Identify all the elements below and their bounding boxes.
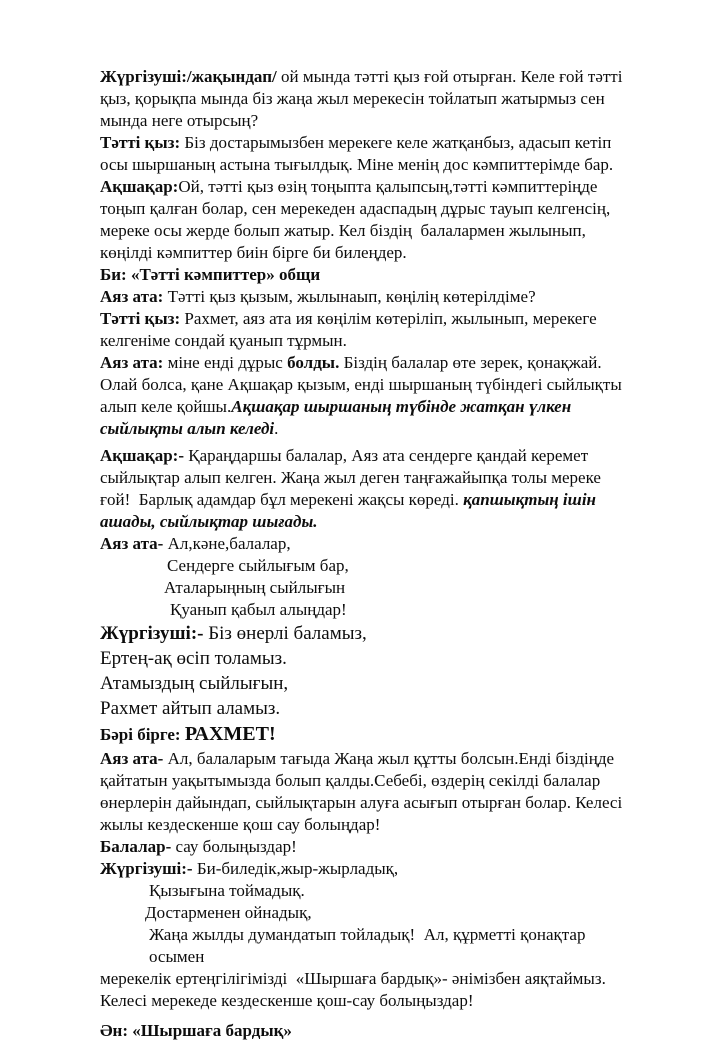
text-run: Аяз ата-: [100, 534, 164, 553]
text-run: Би-биледік,жыр-жырладық,: [192, 859, 399, 878]
text-run: Ән: «Шыршаға бардық»: [100, 1021, 292, 1040]
text-run: Ал, балаларым тағыда Жаңа жыл құтты болсын.Енді біздіңде қайтатын уақытымызда болып қалды.Себебі, өздерің секілді балалар өнерлерін дайындап, сыйлықтарын алуға асығып отырған болар. Келесі жылы кездескенше қош сау болыңдар!: [100, 749, 627, 834]
text-run: міне енді дұрыс: [163, 353, 288, 372]
paragraph-8: [100, 445, 632, 533]
paragraph-11: [100, 723, 632, 746]
paragraph-3: [100, 176, 632, 264]
text-run: Біз өнерлі баламыз,: [203, 623, 367, 644]
text-run: Ақшақар шыршаның түбінде жатқан үлкен сыйлықты алып келеді: [100, 397, 576, 438]
text-run: Ертең-ақ өсіп толамыз.: [100, 648, 287, 669]
text-run: Жүргізуші:/жақындап/: [100, 67, 277, 86]
text-run: сау болыңыздар!: [171, 837, 297, 856]
text-run: Тәтті қыз:: [100, 309, 181, 328]
text-run: ой мында тәтті қыз ғой отырған. Келе ғой тәтті қыз, қорықпа мында біз жаңа жыл мерекесін тойлатып жатырмыз сен мында неге отырсың?: [100, 67, 627, 130]
line: [100, 577, 632, 599]
paragraph-6: [100, 308, 632, 352]
text-run: Жүргізуші:-: [100, 623, 204, 644]
text-run: Балалар-: [100, 837, 172, 856]
text-run: Аяз ата:: [100, 287, 164, 306]
text-run: .: [274, 419, 279, 438]
text-run: мерекелік ертеңгілігімізді «Шыршаға бардық»- әнімізбен аяқтаймыз.: [100, 969, 606, 988]
paragraph-15: [100, 1020, 632, 1042]
text-run: болды.: [287, 353, 340, 372]
line: [100, 646, 632, 671]
paragraph-2: [100, 132, 632, 176]
text-run: Қызығына тоймадық.: [149, 881, 305, 900]
text-run: Ой, тәтті қыз өзің тоңыпта қалыпсың,тәтті кәмпиттеріңде тоңып қалған болар, сен мерекеден адаспадың дұрыс тауып келгенсің, мереке осы жерде болып жатыр. Кел біздің балалармен жылынып, көңілді кәмпиттер биін бірге би билеңдер.: [100, 177, 615, 262]
text-run: Рахмет айтып аламыз.: [100, 698, 281, 719]
text-run: РАХМЕТ!: [184, 723, 276, 745]
line: [100, 696, 632, 721]
line: [100, 599, 632, 621]
text-run: қапшықтың ішін ашады, сыйлықтар шығады.: [100, 490, 601, 531]
line: [100, 924, 632, 968]
paragraph-14: [100, 858, 632, 1012]
text-run: Ақшақар:-: [100, 446, 184, 465]
text-run: Атамыздың сыйлығын,: [100, 673, 289, 694]
line: [100, 858, 632, 880]
paragraph-1: [100, 66, 632, 132]
text-run: Келесі мерекеде кездескенше қош-сау болыңыздар!: [100, 991, 474, 1010]
text-run: Ал,кәне,балалар,: [163, 534, 291, 553]
paragraph-10: [100, 621, 632, 721]
text-run: Аяз ата-: [100, 749, 164, 768]
text-run: Жүргізуші:-: [100, 859, 193, 878]
text-run: Ақшақар:: [100, 177, 179, 196]
text-run: Достарменен ойнадық,: [145, 903, 312, 922]
line: [100, 621, 632, 646]
text-run: Қуанып қабыл алыңдар!: [170, 600, 347, 619]
text-run: Аяз ата:: [100, 353, 164, 372]
paragraph-13: [100, 836, 632, 858]
text-run: Би: «Тәтті кәмпиттер» общи: [100, 265, 321, 284]
paragraph-5: [100, 286, 632, 308]
text-run: Жаңа жылды думандатып тойладық! Ал, құрметті қонақтар осымен: [149, 925, 590, 966]
line: [100, 880, 632, 902]
text-run: Рахмет, аяз ата ия көңілім көтеріліп, жылынып, мерекеге келгеніме сондай қуанып тұрмын.: [100, 309, 601, 350]
paragraph-4: [100, 264, 632, 286]
paragraph-12: [100, 748, 632, 836]
text-run: Тәтті қыз қызым, жылынаып, көңілің көтерілдіме?: [163, 287, 536, 306]
text-run: Аталарыңның сыйлығын: [164, 578, 346, 597]
line: [100, 990, 632, 1012]
text-run: Біздің балалар өте зерек, қонақжай. Олай болса, қане Ақшақар қызым, енді шыршаның түбіндегі сыйлықты алып келе қойшы.: [100, 353, 627, 416]
text-run: Бәрі бірге:: [100, 725, 185, 744]
line: [100, 902, 632, 924]
line: [100, 533, 632, 555]
text-run: Сендерге сыйлығым бар,: [167, 556, 349, 575]
line: [100, 671, 632, 696]
text-run: Тәтті қыз:: [100, 133, 181, 152]
text-run: Біз достарымызбен мерекеге келе жатқанбыз, адасып кетіп осы шыршаның астына тығылдық. Міне менің дос кәмпиттерімде бар.: [100, 133, 616, 174]
paragraph-7: [100, 352, 632, 440]
line: [100, 555, 632, 577]
text-run: Қараңдаршы балалар, Аяз ата сендерге қандай керемет сыйлықтар алып келген. Жаңа жыл деген таңғажайыпқа толы мереке ғой! Барлық адамдар бұл мерекені жақсы көреді.: [100, 446, 606, 509]
line: [100, 968, 632, 990]
paragraph-9: [100, 533, 632, 621]
